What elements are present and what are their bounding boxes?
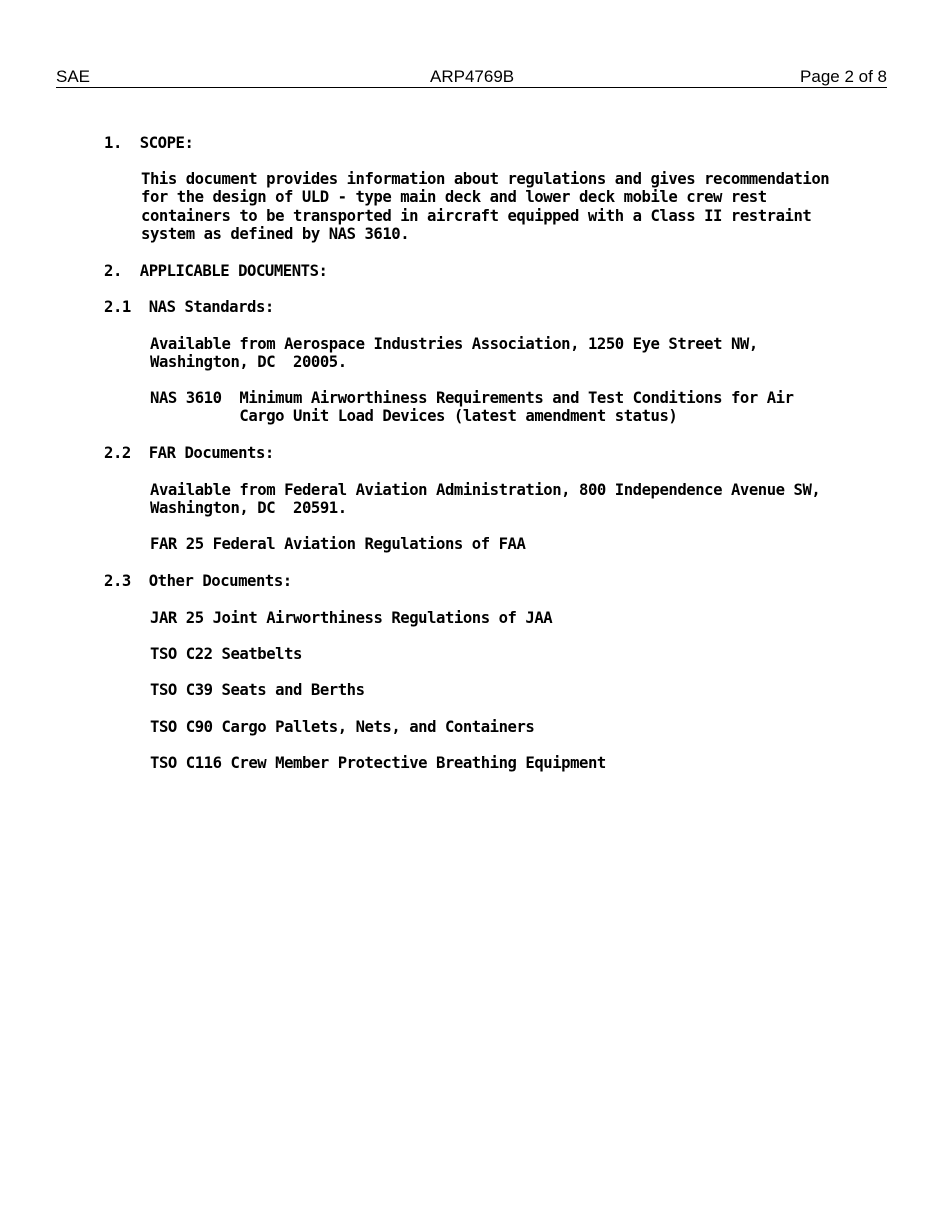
section-2-1-heading: 2.1 NAS Standards: [104, 298, 274, 316]
paragraph-line: Available from Federal Aviation Administration, 800 Independence Avenue SW, [150, 481, 821, 499]
paragraph-line: This document provides information about regulations and gives recommendation [141, 170, 830, 188]
header-doc-number: ARP4769B [430, 67, 515, 86]
paragraph-line: Available from Aerospace Industries Association, 1250 Eye Street NW, [150, 335, 758, 353]
section-2-2-availability [150, 481, 820, 518]
other-document-item: TSO C116 Crew Member Protective Breathing Equipment [150, 754, 606, 772]
section-2-2-heading: 2.2 FAR Documents: [104, 444, 274, 462]
paragraph-line: Washington, DC 20005. [150, 353, 347, 372]
document-entry-line: Cargo Unit Load Devices (latest amendment status) [150, 407, 678, 426]
header-org: SAE [56, 67, 91, 86]
section-2-1-nas-entry [150, 389, 794, 426]
section-1-paragraph [141, 170, 829, 244]
paragraph-line: system as defined by NAS 3610. [141, 225, 410, 244]
paragraph-line: containers to be transported in aircraft equipped with a Class II restraint [141, 206, 812, 225]
section-2-1-availability [150, 335, 758, 372]
section-1-heading: 1. SCOPE: [104, 134, 194, 152]
section-2-heading: 2. APPLICABLE DOCUMENTS: [104, 262, 328, 280]
other-document-item: TSO C90 Cargo Pallets, Nets, and Containers [150, 718, 535, 736]
other-document-item: JAR 25 Joint Airworthiness Regulations of JAA [150, 609, 553, 627]
page-header [56, 67, 887, 88]
section-2-2-far-entry: FAR 25 Federal Aviation Regulations of FAA [150, 535, 526, 553]
paragraph-line: for the design of ULD - type main deck and lower deck mobile crew rest [141, 188, 767, 207]
other-document-item: TSO C22 Seatbelts [150, 645, 302, 663]
other-document-item: TSO C39 Seats and Berths [150, 681, 365, 699]
paragraph-line: Washington, DC 20591. [150, 499, 347, 518]
section-2-3-heading: 2.3 Other Documents: [104, 572, 292, 590]
document-entry-line: NAS 3610 Minimum Airworthiness Requirements and Test Conditions for Air [150, 389, 794, 407]
header-page-number: Page 2 of 8 [800, 67, 887, 86]
